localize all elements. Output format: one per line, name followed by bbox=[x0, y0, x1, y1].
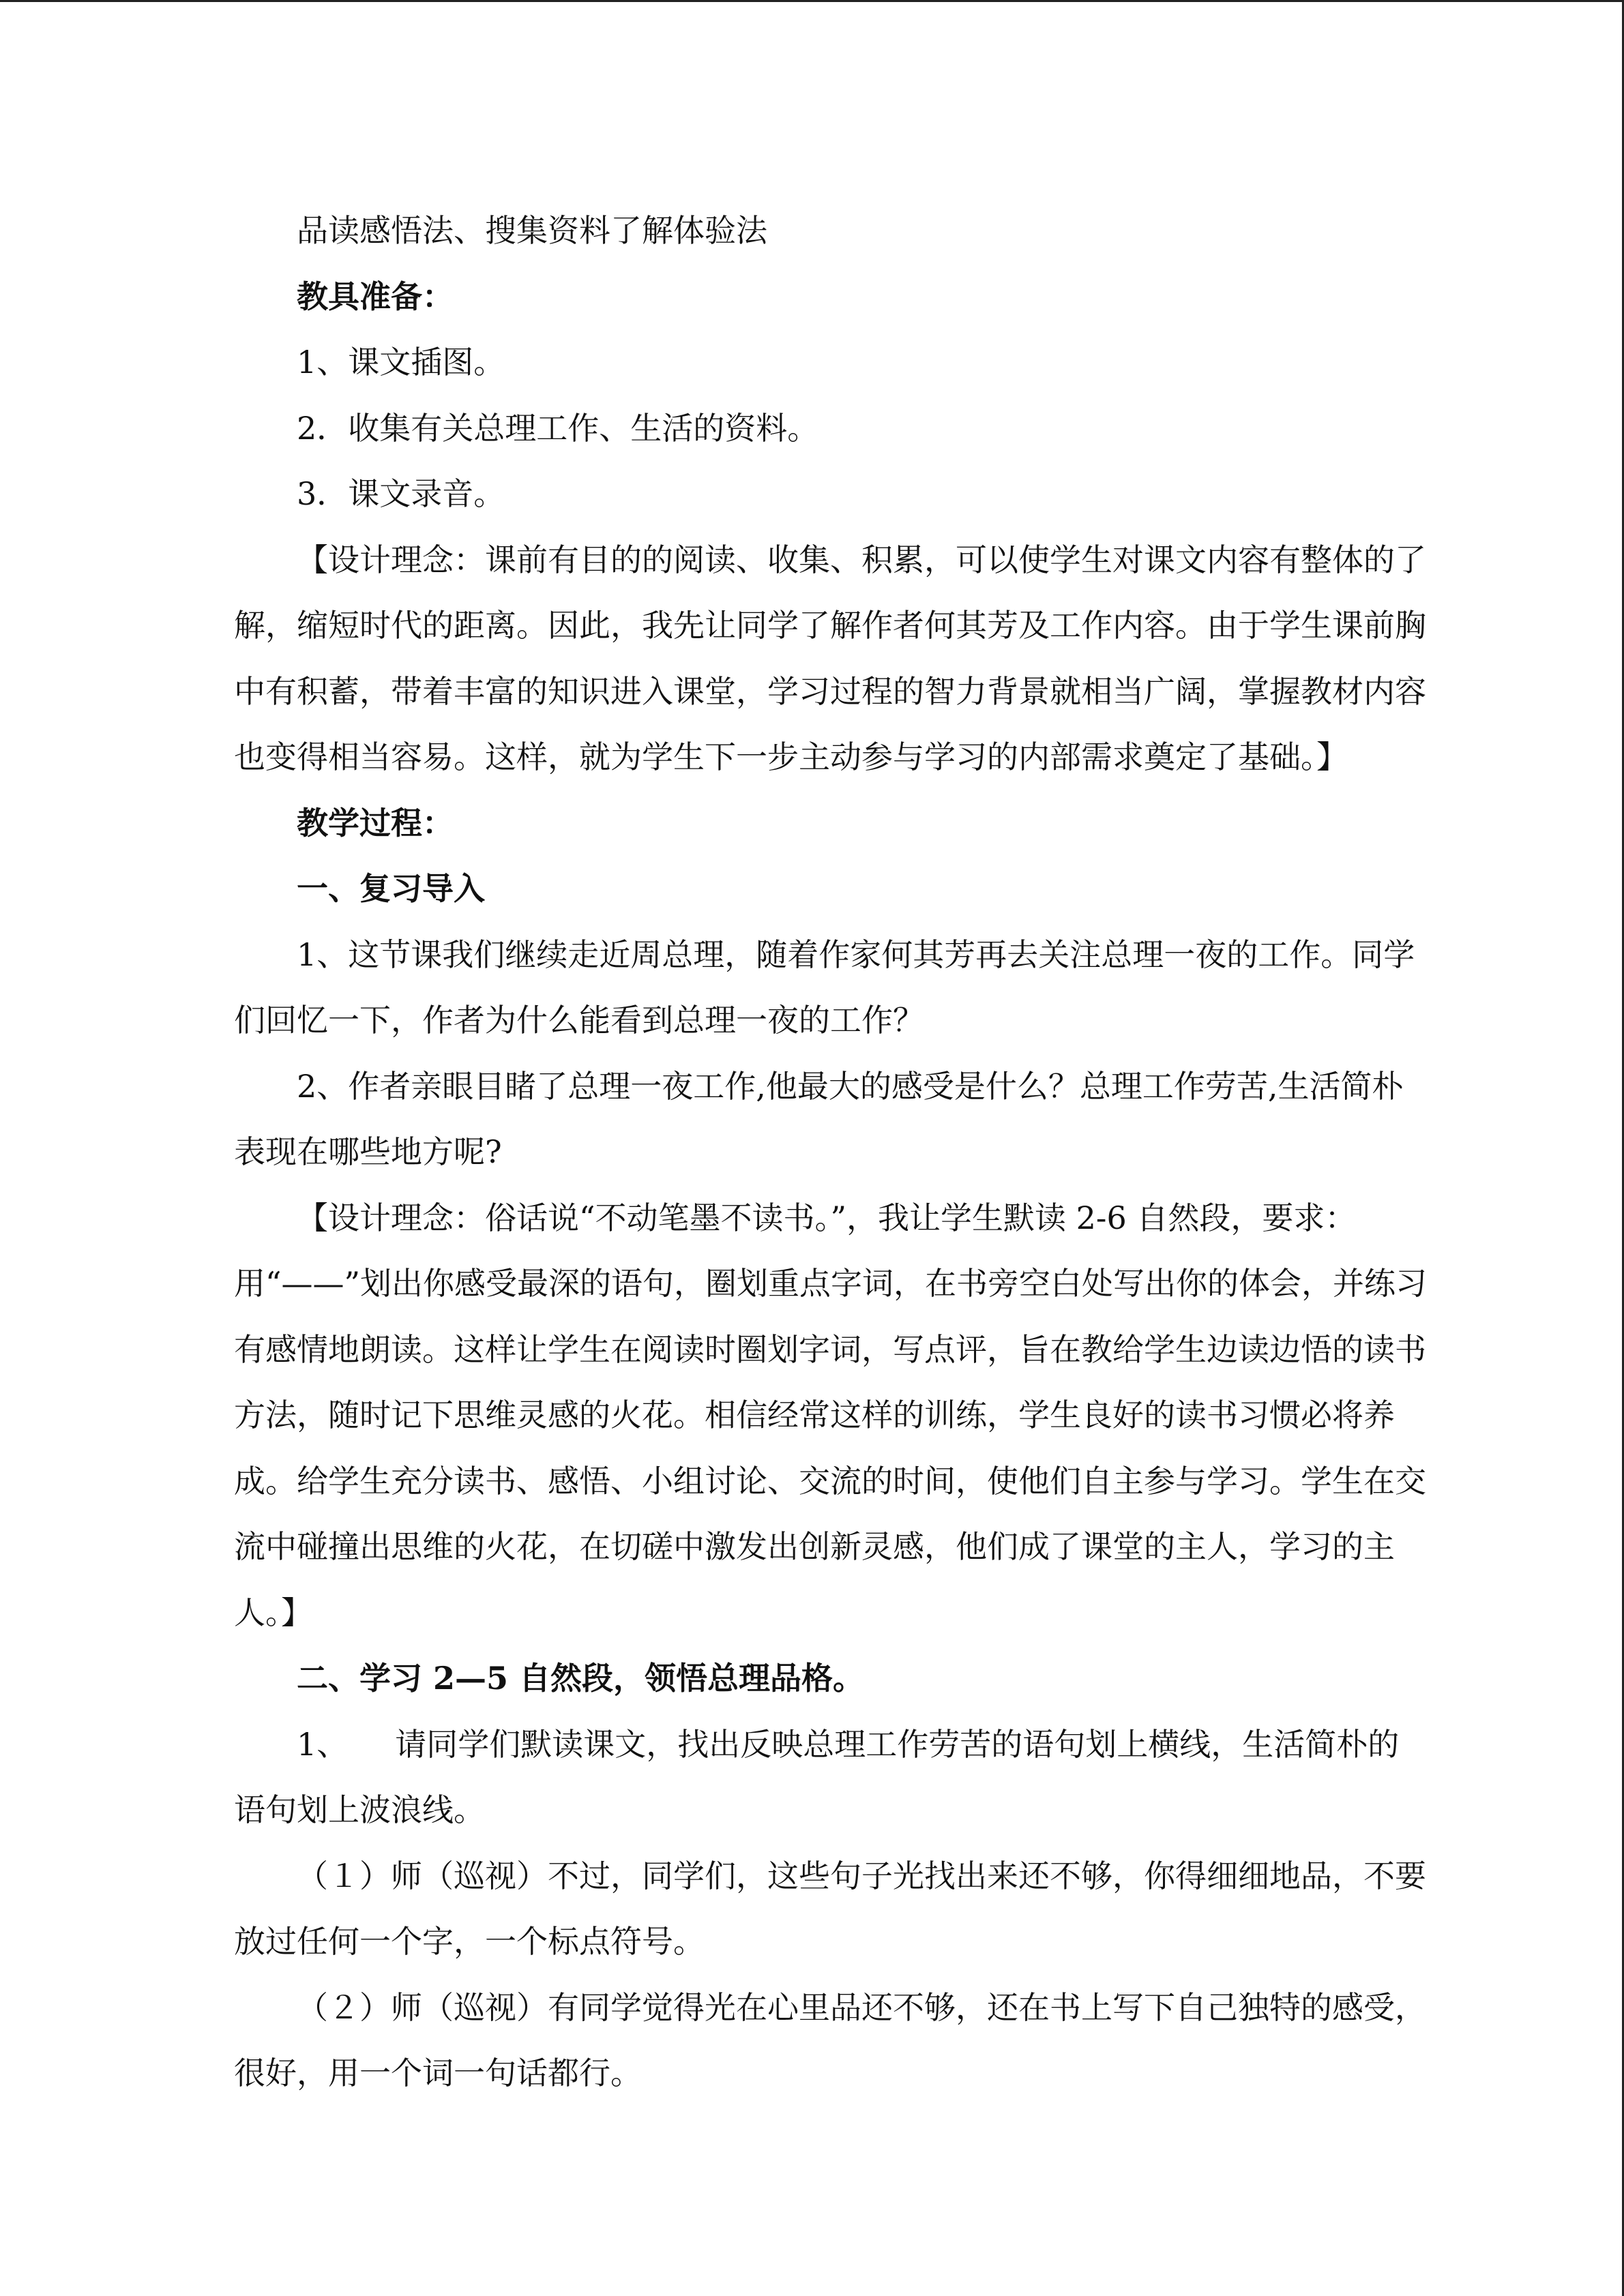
paragraph-design-idea-2: 【设计理念：俗话说“不动笔墨不读书。”，我让学生默读 2-6 自然段，要求：用“——”划出你感受最深的语句，圈划重点字词，在书旁空白处写出你的体会，并练习有感情地朗读。这样让学生在阅读时圈划字词，写点评，旨在教给学生边读边悟的读书方法，随时记下思维灵感的火花。相信经常这样的训练，学生良好的读书习惯必将养成。给学生充分读书、感悟、小组讨论、交流的时间，使他们自主参与学习。学生在交流中碰撞出思维的火花，在切磋中激发出创新灵感，他们成了课堂的主人，学习的主人。】 bbox=[234, 1199, 1428, 1631]
paragraph-review-2: 2、作者亲眼目睹了总理一夜工作,他最大的感受是什么？总理工作劳苦,生活简朴表现在哪些地方呢? bbox=[234, 1067, 1404, 1170]
list-item-material-2: 2．收集有关总理工作、生活的资料。 bbox=[297, 409, 819, 447]
heading-section-1: 一、复习导入 bbox=[297, 870, 485, 907]
document-body bbox=[234, 198, 1428, 2106]
heading-teaching-process: 教学过程： bbox=[297, 804, 454, 841]
paragraph-review-1: 1、这节课我们继续走近周总理，随着作家何其芳再去关注总理一夜的工作。同学们回忆一下，作者为什么能看到总理一夜的工作？ bbox=[234, 936, 1415, 1039]
paragraph-design-idea-1: 【设计理念：课前有目的的阅读、收集、积累，可以使学生对课文内容有整体的了解，缩短时代的距离。因此，我先让同学了解作者何其芳及工作内容。由于学生课前胸中有积蓄，带着丰富的知识进入课堂，学习过程的智力背景就相当广阔，掌握教材内容也变得相当容易。这样，就为学生下一步主动参与学习的内部需求奠定了基础。】 bbox=[234, 541, 1426, 775]
paragraph-study-1: 1、 请同学们默读课文，找出反映总理工作劳苦的语句划上横线，生活简朴的语句划上波浪线。 bbox=[234, 1725, 1400, 1828]
heading-section-2: 二、学习 2—5 自然段，领悟总理品格。 bbox=[297, 1660, 865, 1697]
heading-materials: 教具准备： bbox=[297, 278, 454, 315]
list-item-material-3: 3．课文录音。 bbox=[297, 475, 505, 512]
paragraph-study-1-b: （２）师（巡视）有同学觉得光在心里品还不够，还在书上写下自己独特的感受，很好，用一个词一句话都行。 bbox=[234, 1988, 1426, 2091]
list-item-material-1: 1、课文插图。 bbox=[297, 344, 505, 381]
paragraph-study-1-a: （１）师（巡视）不过，同学们，这些句子光找出来还不够，你得细细地品，不要放过任何一个字，一个标点符号。 bbox=[234, 1857, 1426, 1960]
paragraph-method: 品读感悟法、搜集资料了解体验法 bbox=[297, 212, 767, 249]
page-border-top bbox=[0, 0, 1624, 2]
